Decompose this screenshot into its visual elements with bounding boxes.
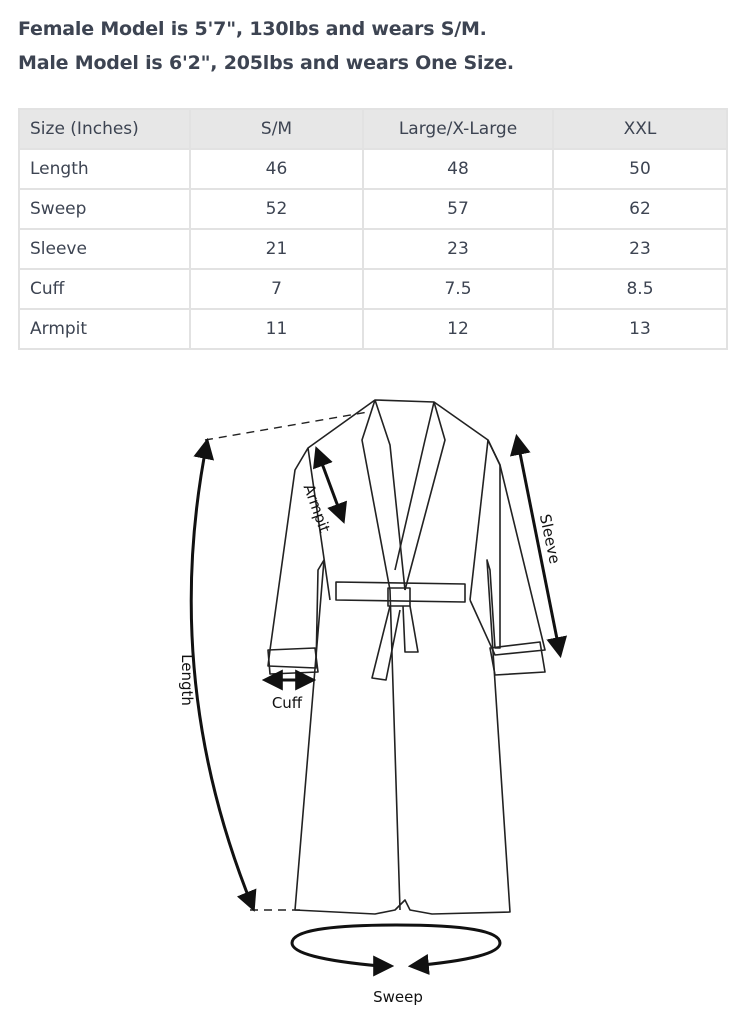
header-xxl: XXL — [553, 109, 727, 149]
cell-value: 7.5 — [363, 269, 553, 309]
cell-value: 57 — [363, 189, 553, 229]
table-row — [19, 309, 727, 349]
cuff-label: Cuff — [271, 694, 303, 712]
length-label: Length — [178, 654, 196, 706]
header-sm: S/M — [190, 109, 363, 149]
table-header-row — [19, 109, 727, 149]
cell-value: 50 — [553, 149, 727, 189]
cell-value: 46 — [190, 149, 363, 189]
row-label: Sleeve — [19, 229, 190, 269]
cell-value: 23 — [553, 229, 727, 269]
cell-value: 12 — [363, 309, 553, 349]
sweep-arrow — [292, 925, 500, 966]
armpit-label: Armpit — [299, 481, 334, 536]
female-model-text: Female Model is 5'7", 130lbs and wears S/M. — [18, 18, 487, 40]
table-row — [19, 189, 727, 229]
guide-lines — [205, 412, 368, 910]
cell-value: 52 — [190, 189, 363, 229]
table-row — [19, 229, 727, 269]
row-label: Sweep — [19, 189, 190, 229]
header-size: Size (Inches) — [19, 109, 190, 149]
robe-illustration — [268, 400, 545, 914]
cell-value: 13 — [553, 309, 727, 349]
size-chart-table — [18, 108, 728, 350]
robe-measurement-diagram — [0, 380, 745, 1024]
table-row — [19, 269, 727, 309]
row-label: Length — [19, 149, 190, 189]
cell-value: 7 — [190, 269, 363, 309]
row-label: Cuff — [19, 269, 190, 309]
cell-value: 8.5 — [553, 269, 727, 309]
cell-value: 23 — [363, 229, 553, 269]
male-model-text: Male Model is 6'2", 205lbs and wears One Size. — [18, 52, 514, 74]
cell-value: 21 — [190, 229, 363, 269]
cell-value: 48 — [363, 149, 553, 189]
sweep-label: Sweep — [373, 988, 423, 1006]
header-large-xlarge: Large/X-Large — [363, 109, 553, 149]
sleeve-label: Sleeve — [535, 512, 564, 566]
cell-value: 62 — [553, 189, 727, 229]
model-info — [18, 12, 514, 80]
cell-value: 11 — [190, 309, 363, 349]
table-row — [19, 149, 727, 189]
length-arrow — [191, 442, 253, 908]
row-label: Armpit — [19, 309, 190, 349]
